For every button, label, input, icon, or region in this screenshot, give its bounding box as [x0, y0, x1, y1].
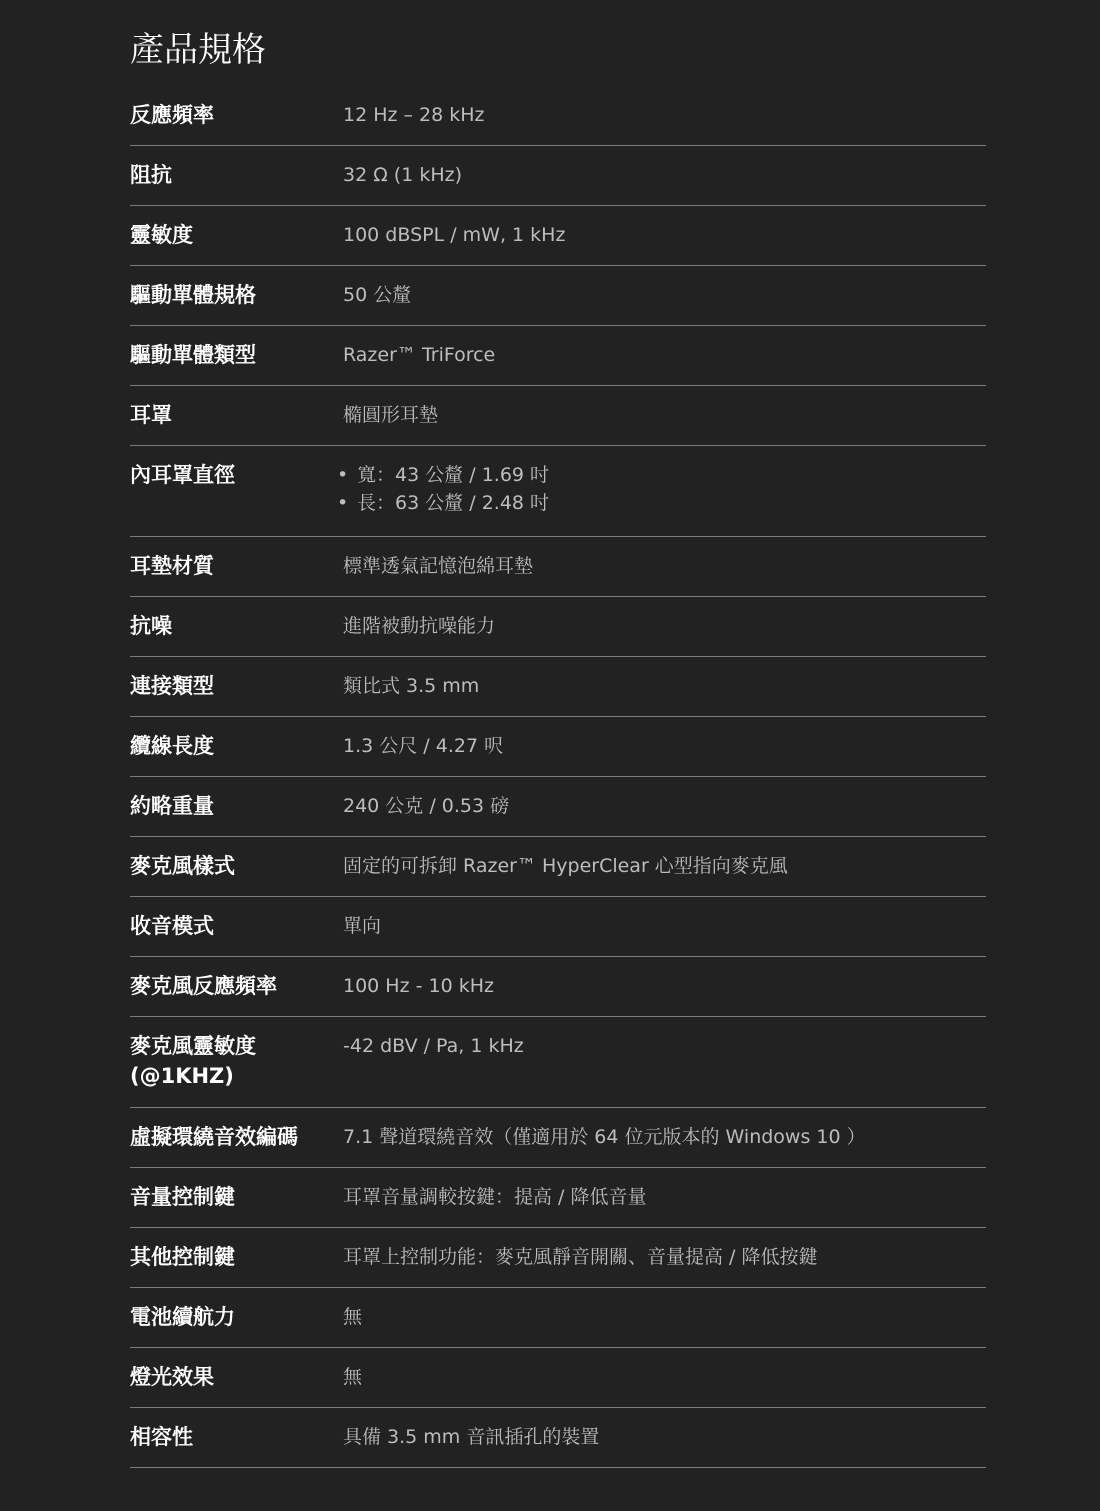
spec-row-mic-sensitivity [130, 1017, 986, 1108]
spec-label: 電池續航力 [130, 1305, 235, 1329]
spec-row-driver-size [130, 266, 986, 326]
spec-value: 固定的可拆卸 Razer™ HyperClear 心型指向麥克風 [343, 855, 788, 877]
spec-row-driver-type [130, 326, 986, 386]
spec-value: 50 公釐 [343, 284, 412, 306]
page-title: 產品規格 [130, 30, 266, 70]
spec-label: 驅動單體類型 [130, 343, 256, 367]
spec-value: 橢圓形耳墊 [343, 404, 439, 426]
spec-list [130, 86, 986, 1468]
product-specifications [130, 0, 986, 1468]
spec-row-approx-weight [130, 777, 986, 837]
spec-label: 驅動單體規格 [130, 283, 256, 307]
spec-row-ear-cushion-material [130, 537, 986, 597]
spec-row-frequency-response [130, 86, 986, 146]
spec-row-mic-frequency-response [130, 957, 986, 1017]
spec-row-impedance [130, 146, 986, 206]
spec-label: 約略重量 [130, 794, 214, 818]
spec-value: 進階被動抗噪能力 [343, 615, 496, 637]
spec-label: 耳罩 [130, 403, 172, 427]
spec-value: 無 [343, 1306, 363, 1328]
spec-row-virtual-surround [130, 1108, 986, 1168]
spec-value: 標準透氣記憶泡綿耳墊 [343, 555, 534, 577]
spec-label: 耳墊材質 [130, 554, 214, 578]
spec-label: 靈敏度 [130, 223, 193, 247]
spec-label: 虛擬環繞音效編碼 [130, 1125, 298, 1149]
bullet-icon: • [337, 464, 349, 486]
spec-label: 其他控制鍵 [130, 1245, 235, 1269]
spec-row-cable-length [130, 717, 986, 777]
spec-value: 耳罩音量調較按鍵：提高 / 降低音量 [343, 1186, 647, 1208]
spec-value: 耳罩上控制功能：麥克風靜音開關、音量提高 / 降低按鍵 [343, 1246, 818, 1268]
spec-value [337, 446, 986, 518]
list-item-text: 長：63 公釐 / 2.48 吋 [357, 492, 550, 514]
spec-label: 反應頻率 [130, 103, 214, 127]
spec-row-compatibility [130, 1408, 986, 1468]
spec-value: 類比式 3.5 mm [343, 675, 480, 697]
spec-row-noise-cancellation [130, 597, 986, 657]
spec-value: 單向 [343, 915, 382, 937]
spec-value: 100 Hz - 10 kHz [343, 975, 494, 997]
spec-label: 麥克風靈敏度 (@1KHZ) [130, 1034, 256, 1088]
spec-row-sensitivity [130, 206, 986, 266]
spec-label: 阻抗 [130, 163, 172, 187]
spec-value: -42 dBV / Pa, 1 kHz [343, 1035, 524, 1057]
spec-row-pickup-pattern [130, 897, 986, 957]
spec-value: 無 [343, 1366, 363, 1388]
spec-label: 抗噪 [130, 614, 172, 638]
spec-value: 32 Ω (1 kHz) [343, 164, 462, 186]
list-item [337, 460, 986, 490]
spec-label: 麥克風樣式 [130, 854, 235, 878]
spec-row-battery-life [130, 1288, 986, 1348]
spec-label: 纜線長度 [130, 734, 214, 758]
spec-value: 100 dBSPL / mW, 1 kHz [343, 224, 566, 246]
spec-label: 相容性 [130, 1425, 193, 1449]
spec-row-ear-cup [130, 386, 986, 446]
spec-label: 內耳罩直徑 [130, 463, 235, 487]
spec-value: Razer™ TriForce [343, 344, 496, 366]
bullet-icon: • [337, 492, 349, 514]
spec-row-inner-ear-cup-diameter [130, 446, 986, 537]
spec-label: 麥克風反應頻率 [130, 974, 277, 998]
spec-row-connection-type [130, 657, 986, 717]
spec-label: 連接類型 [130, 674, 214, 698]
spec-row-lighting [130, 1348, 986, 1408]
spec-row-other-controls [130, 1228, 986, 1288]
spec-value: 具備 3.5 mm 音訊插孔的裝置 [343, 1426, 600, 1448]
spec-value: 12 Hz – 28 kHz [343, 104, 485, 126]
spec-value: 7.1 聲道環繞音效（僅適用於 64 位元版本的 Windows 10 ） [343, 1126, 866, 1148]
dimension-list [337, 460, 986, 518]
spec-label: 音量控制鍵 [130, 1185, 235, 1209]
spec-value: 1.3 公尺 / 4.27 呎 [343, 735, 504, 757]
spec-row-microphone-style [130, 837, 986, 897]
spec-value: 240 公克 / 0.53 磅 [343, 795, 510, 817]
list-item [337, 488, 986, 518]
spec-label: 收音模式 [130, 914, 214, 938]
spec-label: 燈光效果 [130, 1365, 214, 1389]
spec-row-volume-control [130, 1168, 986, 1228]
list-item-text: 寬：43 公釐 / 1.69 吋 [357, 464, 550, 486]
